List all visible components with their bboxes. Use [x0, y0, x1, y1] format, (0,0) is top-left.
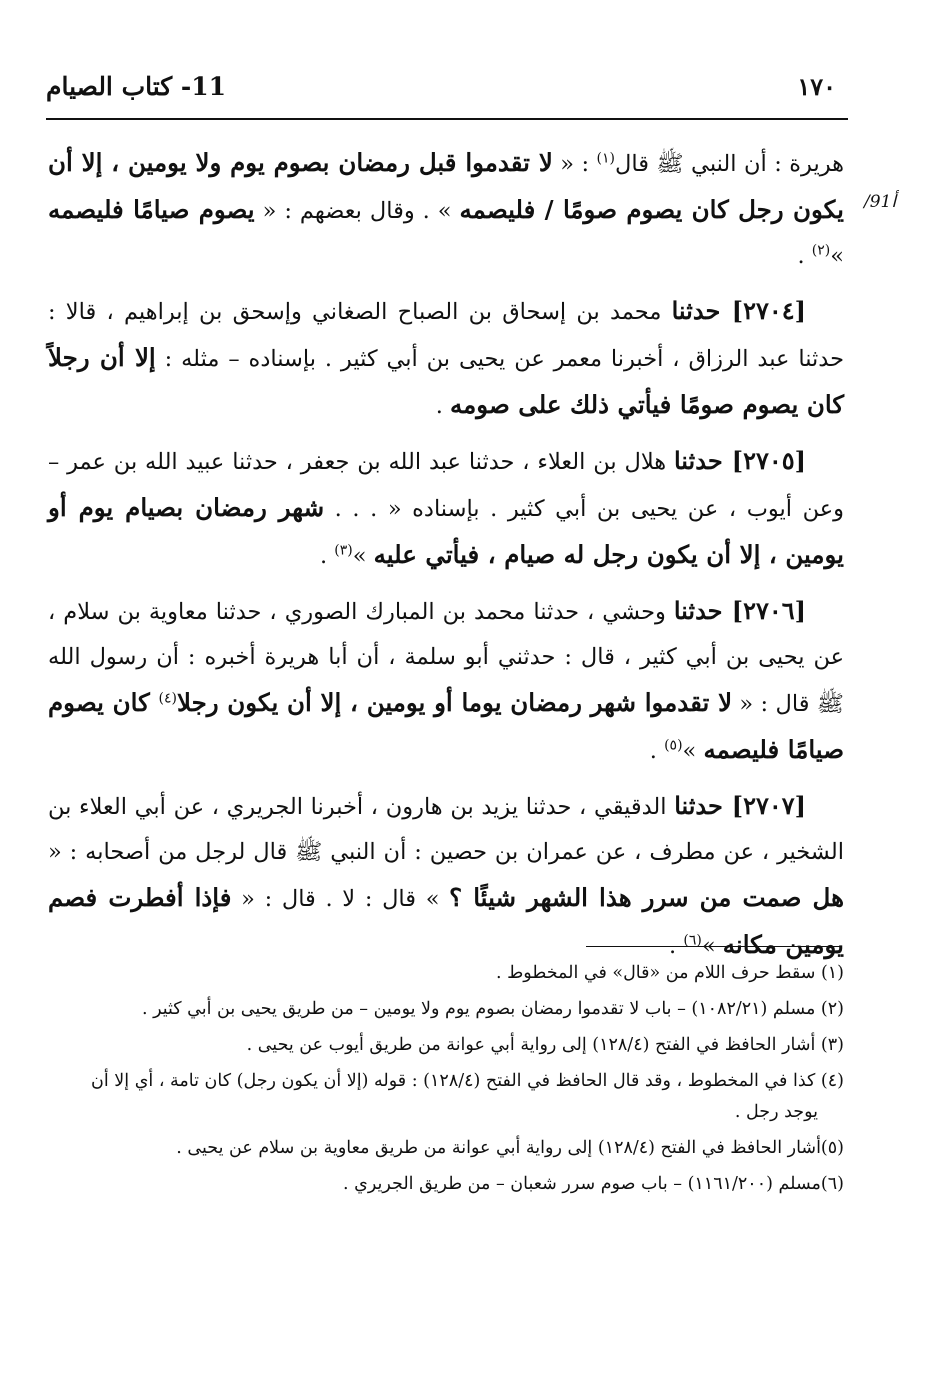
hadith-text: هل صمت من سرر هذا الشهر شيئًا ؟ [449, 883, 844, 912]
hadith-text: إلا أن رجلاً كان يصوم صومًا فيأتي ذلك على صومه [48, 343, 844, 419]
footnote-6: (٦)مسلم (١١٦١/٢٠٠) – باب صوم سرر شعبان – من طريق الجريري . [343, 1174, 844, 1194]
hadith-text: لا تقدموا قبل رمضان بصوم يوم ولا يومين ، إلا أن يكون رجل كان يصوم صومًا / فليصمه [48, 148, 844, 224]
text-run: . [669, 933, 684, 959]
main-text [48, 140, 844, 978]
isnad-text: وحشي ، حدثنا محمد بن المبارك الصوري ، حدثنا معاوية بن سلام ، عن يحيى بن أبي كثير ، قال : حدثني أبو سلمة ، أن أبا هريرة أخبره : أن رسول الله ﷺ قال : « [48, 599, 844, 717]
page-header [46, 68, 846, 112]
text-run: » [682, 738, 704, 764]
hadith-number: [٢٧٠٧] حدثنا [674, 791, 806, 820]
footnote-ref: (٥) [664, 737, 683, 754]
hadith-text: يصوم صيامًا فليصمه [48, 195, 255, 224]
text-run: . [435, 393, 451, 419]
footnote-2: (٢) مسلم (١٠٨٢/٢١) – باب لا تقدموا رمضان بصوم يوم ولا يومين – من طريق يحيى بن أبي كثير . [141, 999, 844, 1019]
chapter-title: 11- كتاب الصيام [46, 72, 227, 101]
hadith-number: [٢٧٠٤] حدثنا [671, 296, 806, 325]
text-run: هريرة : أن النبي ﷺ قال [615, 151, 844, 177]
footnote-1: (١) سقط حرف اللام من «قال» في المخطوط . [496, 963, 844, 983]
hadith-2706 [48, 588, 844, 774]
hadith-2704 [48, 288, 844, 429]
footnotes [48, 958, 844, 1205]
isnad-text: محمد بن إسحاق بن الصباح الصغاني وإسحق بن إبراهيم ، قالا : حدثنا عبد الرزاق ، أخبرنا معمر عن يحيى بن أبي كثير . بإسناده – مثله : [48, 299, 844, 372]
manuscript-folio-note: /91أ [864, 192, 897, 212]
page-number: ١٧٠ [797, 72, 836, 101]
footnote-ref: (٤) [158, 690, 177, 707]
footnote-ref: (٣) [334, 542, 353, 559]
text-run: » . وقال بعضهم : « [254, 198, 460, 224]
footnote-ref: (٦) [683, 932, 702, 949]
isnad-text: هلال بن العلاء ، حدثنا عبد الله بن جعفر ، حدثنا عبيد الله بن عمر – وعن أيوب ، عن يحيى بن أبي كثير . بإسناده « . . . [48, 449, 844, 522]
header-rule [46, 118, 848, 120]
text-run: » [352, 543, 374, 569]
hadith-text: كان يصوم صيامًا فليصمه [48, 688, 844, 764]
hadith-number: [٢٧٠٥] حدثنا [673, 446, 806, 475]
text-run: . [319, 543, 335, 569]
footnote-separator [586, 946, 842, 947]
text-run: » قال : لا . قال : « [231, 886, 450, 912]
text-run: » [830, 243, 844, 269]
footnote-5: (٥)أشار الحافظ في الفتح (١٢٨/٤) إلى رواية أبي عوانة من طريق معاوية بن سلام عن يحيى . [176, 1138, 844, 1158]
footnote-ref: (٢) [811, 242, 831, 259]
footnote-3: (٣) أشار الحافظ في الفتح (١٢٨/٤) إلى رواية أبي عوانة من طريق أيوب عن يحيى . [246, 1035, 844, 1055]
footnote-4-continuation: يوجد رجل . [734, 1102, 818, 1122]
isnad-text: الدقيقي ، حدثنا يزيد بن هارون ، أخبرنا الجريري ، عن أبي العلاء بن الشخير ، عن مطرف ، عن عمران بن حصين : أن النبي ﷺ قال لرجل من أصحابه : « [48, 794, 844, 865]
footnote-4: (٤) كذا في المخطوط ، وقد قال الحافظ في الفتح (١٢٨/٤) : قوله (إلا أن يكون رجل) كان تامة ، أي إلا أن [91, 1071, 844, 1091]
hadith-number: [٢٧٠٦] حدثنا [673, 596, 806, 625]
text-run: . [649, 738, 665, 764]
hadith-text: لا تقدموا شهر رمضان يوما أو يومين ، إلا أن يكون رجلا [176, 688, 733, 717]
footnote-ref: (١) [596, 150, 615, 167]
hadith-2707 [48, 783, 844, 969]
text-run: » [701, 933, 723, 959]
hadith-2705 [48, 438, 844, 579]
text-run: : « [552, 151, 597, 177]
hadith-text: فإذا أفطرت فصم يومين مكانه [48, 883, 844, 959]
paragraph-continuation [48, 140, 844, 279]
text-run: . [797, 243, 812, 269]
hadith-text: شهر رمضان بصيام يوم أو يومين ، إلا أن يكون رجل له صيام ، فيأتي عليه [48, 493, 844, 569]
